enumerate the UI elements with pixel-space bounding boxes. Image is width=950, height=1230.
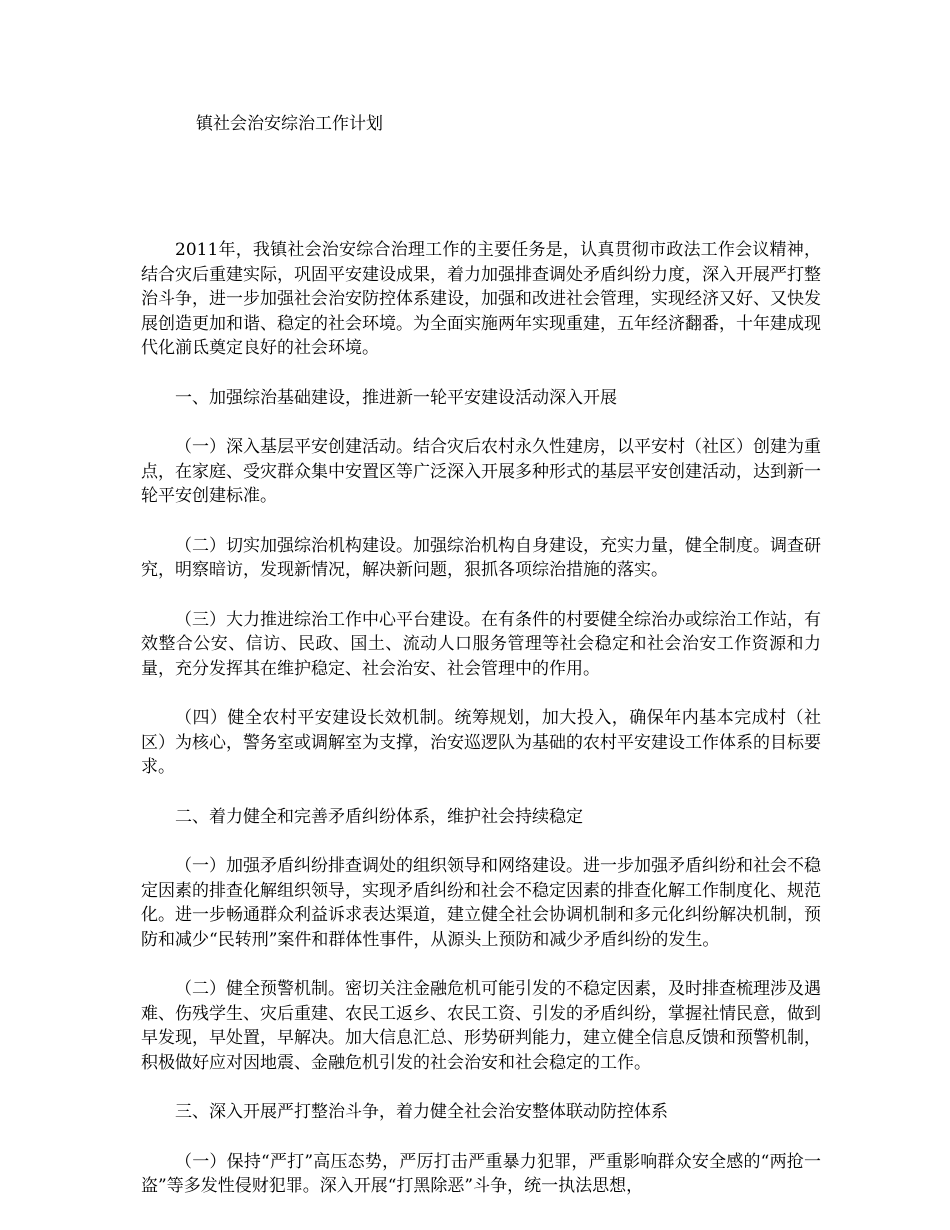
- section-3-item-1: （一）保持“严打”高压态势，严厉打击严重暴力犯罪，严重影响群众安全感的“两抢一盗”等多发性侵财犯罪。深入开展“打黑除恶”斗争，统一执法思想，: [141, 1151, 821, 1196]
- section-1-item-1: （一）深入基层平安创建活动。结合灾后农村永久性建房，以平安村（社区）创建为重点，在家庭、受灾群众集中安置区等广泛深入开展多种形式的基层平安创建活动，达到新一轮平安创建标准。: [141, 437, 821, 506]
- section-2-item-2: （二）健全预警机制。密切关注金融危机可能引发的不稳定因素，及时排查梳理涉及遇难、伤残学生、灾后重建、农民工返乡、农民工资、引发的矛盾纠纷，掌握社情民意，做到早发现，早处置，早解决。加大信息汇总、形势研判能力，建立健全信息反馈和预警机制，积极做好应对因地震、金融危机引发的社会治安和社会稳定的工作。: [141, 979, 821, 1073]
- section-1-item-3: （三）大力推进综治工作中心平台建设。在有条件的村要健全综治办或综治工作站，有效整合公安、信访、民政、国土、流动人口服务管理等社会稳定和社会治安工作资源和力量，充分发挥其在维护稳定、社会治安、社会管理中的作用。: [141, 609, 821, 679]
- section-3-heading: 三、深入开展严打整治斗争，着力健全社会治安整体联动防控体系: [175, 1102, 668, 1122]
- document-title: 镇社会治安综治工作计划: [196, 114, 383, 134]
- section-2-heading: 二、着力健全和完善矛盾纠纷体系，维护社会持续稳定: [175, 806, 583, 827]
- section-1-item-2: （二）切实加强综治机构建设。加强综治机构自身建设，充实力量，健全制度。调查研究，明察暗访，发现新情况，解决新问题，狠抓各项综治措施的落实。: [141, 535, 821, 580]
- section-2-item-1: （一）加强矛盾纠纷排查调处的组织领导和网络建设。进一步加强矛盾纠纷和社会不稳定因素的排查化解组织领导，实现矛盾纠纷和社会不稳定因素的排查化解工作制度化、规范化。进一步畅通群众利益诉求表达渠道，建立健全社会协调机制和多元化纠纷解决机制，预防和减少“民转刑”案件和群体性事件，从源头上预防和减少矛盾纠纷的发生。: [141, 856, 821, 950]
- section-1-heading: 一、加强综治基础建设，推进新一轮平安建设活动深入开展: [175, 387, 617, 408]
- document-body: [141, 238, 821, 1224]
- intro-paragraph: 2011年，我镇社会治安综合治理工作的主要任务是，认真贯彻市政法工作会议精神，结合灾后重建实际，巩固平安建设成果，着力加强排查调处矛盾纠纷力度，深入开展严打整治斗争，进一步加强社会治安防控体系建设，加强和改进社会管理，实现经济又好、又快发展创造更加和谐、稳定的社会环境。为全面实施两年实现重建，五年经济翻番，十年建成现代化湔氐奠定良好的社会环境。: [141, 240, 821, 358]
- section-1-item-4: （四）健全农村平安建设长效机制。统筹规划，加大投入，确保年内基本完成村（社区）为核心，警务室或调解室为支撑，治安巡逻队为基础的农村平安建设工作体系的目标要求。: [141, 708, 821, 777]
